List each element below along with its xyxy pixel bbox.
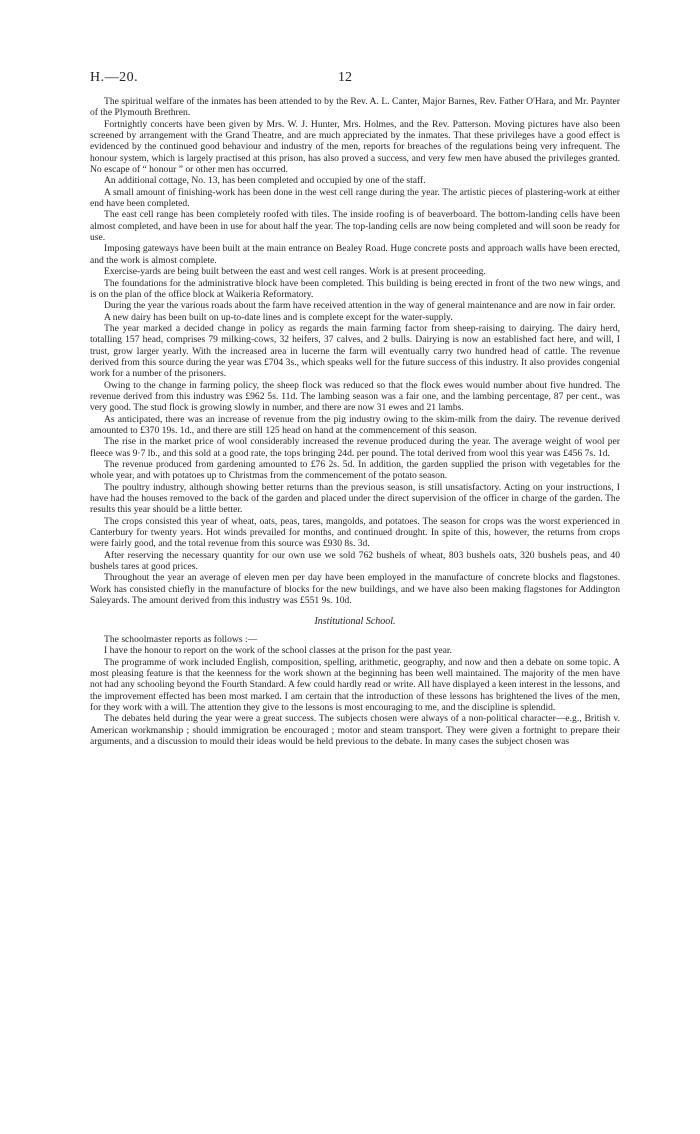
paragraph: Fortnightly concerts have been given by Mrs. W. J. Hunter, Mrs. Holmes, and the Rev. Patterson. Moving pictures have also been screened by arrangement with the Grand Theatre, and are much appreciated by the inmates. That these privileges have a good effect is evidenced by the continued good behaviour and industry of the men, reports for breaches of the regulations being very infrequent. The honour system, which is largely practised at this prison, has also proved a success, and very few men have abused the privileges granted. No escape of “ honour ” or other men has occurred. xyxy=(90,118,620,176)
page-number: 12 xyxy=(338,70,352,85)
paragraph: The east cell range has been completely roofed with tiles. The inside roofing is of beaverboard. The bottom-landing cells have been almost completed, and have been in use for about half the year. The top-landing cells are now being completed and will soon be ready for use. xyxy=(90,209,620,244)
paragraph: Exercise-yards are being built between the east and west cell ranges. Work is at present proceeding. xyxy=(104,266,486,278)
paragraph: An additional cottage, No. 13, has been completed and occupied by one of the staff. xyxy=(104,175,426,187)
paragraph: Owing to the change in farming policy, the sheep flock was reduced so that the flock ewes would number about five hundred. The revenue derived from this industry was £962 5s. 11d. The lambing season was a fair one, and the lambing percentage, 87 per cent., was very good. The stud flock is growing slowly in number, and there are now 31 ewes and 21 lambs. xyxy=(90,379,620,414)
paragraph: The crops consisted this year of wheat, oats, peas, tares, mangolds, and potatoes. The season for crops was the worst experienced in Canterbury for twenty years. Hot winds prevailed for months, and continued drought. In spite of this, however, the returns from crops were fairly good, and the total revenue from this source was £930 8s. 3d. xyxy=(90,515,620,550)
paragraph: A new dairy has been built on up-to-date lines and is complete except for the water-supply. xyxy=(104,311,453,323)
paragraph: The poultry industry, although showing better returns than the previous season, is still unsatisfactory. Acting on your instructions, I have had the houses removed to the back of the garden and placed under the direct supervision of the officer in charge of the garden. The results this year should be a little better. xyxy=(90,481,620,516)
body-text xyxy=(90,96,620,747)
document-reference: H.—20. xyxy=(90,70,139,85)
paragraph: The schoolmaster reports as follows :— xyxy=(104,633,258,645)
paragraph: I have the honour to report on the work of the school classes at the prison for the past year. xyxy=(104,645,452,657)
paragraph: The foundations for the administrative block have been completed. This building is being erected in front of the two new wings, and is on the plan of the office block at Waikeria Reformatory. xyxy=(90,277,620,300)
paragraph: The revenue produced from gardening amounted to £76 2s. 5d. In addition, the garden supplied the prison with vegetables for the whole year, and with potatoes up to Christmas from the commencement of the potato season. xyxy=(90,459,620,482)
paragraph: A small amount of finishing-work has been done in the west cell range during the year. The artistic pieces of plastering-work at either end have been completed. xyxy=(90,186,620,210)
paragraph: During the year the various roads about the farm have received attention in the way of general maintenance and are now in fair order. xyxy=(104,300,616,312)
paragraph: The debates held during the year were a great success. The subjects chosen were always of a non-political character—e.g., British v. American workmanship ; should immigration be encouraged ; motor and steam transport. They were given a fortnight to prepare their arguments, and a discussion to mould their ideas would be held previous to the debate. In many cases the subject chosen was xyxy=(90,713,620,747)
paragraph: The programme of work included English, composition, spelling, arithmetic, geography, and now and then a debate on some topic. A most pleasing feature is that the keenness for the work shown at the beginning has been well maintained. The majority of the men have not had any schooling beyond the Fourth Standard. A few could hardly read or write. All have displayed a keen interest in the lessons, and the improvement effected has been most marked. I am certain that the introduction of these lessons has brightened the lives of the men, for they work with a will. The attention they give to the lessons is most encouraging to me, and the discipline is splendid. xyxy=(90,656,620,713)
paragraph: The rise in the market price of wool considerably increased the revenue produced during the year. The average weight of wool per fleece was 9·7 lb., and this sold at a good rate, the tops bringing 24d. per pound. The total derived from wool this year was £456 7s. 1d. xyxy=(90,436,620,459)
section-heading: Institutional School. xyxy=(314,616,396,628)
page-header xyxy=(90,70,620,90)
paragraph: The year marked a decided change in policy as regards the main farming factor from sheep-raising to dairying. The dairy herd, totalling 157 head, comprises 79 milking-cows, 32 heifers, 37 calves, and 2 bulls. Dairying is now an established fact here, and will, I trust, grow larger yearly. With the increased area in lucerne the farm will eventually carry two hundred head of cattle. The revenue derived from this source during the year was £704 3s., which speaks well for the future success of this industry. It also provides congenial work for a number of the prisoners. xyxy=(90,322,620,380)
paragraph: Throughout the year an average of eleven men per day have been employed in the manufacture of concrete blocks and flagstones. Work has consisted chiefly in the manufacture of blocks for the new buildings, and we have also been making flagstones for Addington Saleyards. The amount derived from this industry was £551 9s. 10d. xyxy=(90,572,620,607)
paragraph: As anticipated, there was an increase of revenue from the pig industry owing to the skim-milk from the dairy. The revenue derived amounted to £370 19s. 1d., and there are still 125 head on hand at the commencement of this season. xyxy=(90,413,620,436)
paragraph: After reserving the necessary quantity for our own use we sold 762 bushels of wheat, 803 bushels oats, 320 bushels peas, and 40 bushels tares at good prices. xyxy=(90,549,620,573)
paragraph: The spiritual welfare of the inmates has been attended to by the Rev. A. L. Canter, Major Barnes, Rev. Father O'Hara, and Mr. Paynter of the Plymouth Brethren. xyxy=(90,96,620,119)
paragraph: Imposing gateways have been built at the main entrance on Bealey Road. Huge concrete posts and approach walls have been erected, and the work is almost complete. xyxy=(90,243,620,266)
